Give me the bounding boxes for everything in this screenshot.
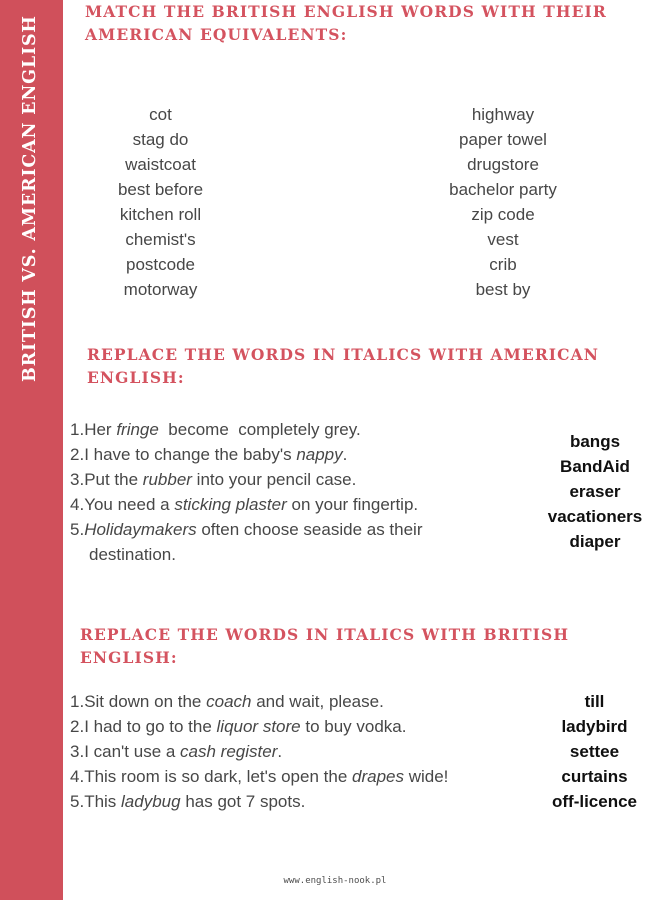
sentence-text: .: [277, 742, 283, 761]
answer-word: eraser: [569, 482, 621, 501]
british-words-list: [58, 102, 263, 302]
italic-word: ladybug: [121, 792, 181, 811]
sentence: [70, 739, 570, 764]
sentence-text: I had to go to the: [84, 717, 217, 736]
italic-word: liquor store: [216, 717, 301, 736]
italic-word: fringe: [116, 420, 159, 439]
heading-line: ENGLISH:: [87, 367, 185, 387]
replace-british-heading: [80, 624, 569, 669]
british-word: waistcoat: [125, 155, 196, 174]
sentence-text: Her: [84, 420, 117, 439]
sentence-text: You need a: [84, 495, 175, 514]
sentence-text: I have to change the baby's: [84, 445, 297, 464]
american-word: best by: [475, 280, 531, 299]
sentence: [70, 517, 550, 567]
heading-line: MATCH THE BRITISH ENGLISH WORDS WITH THEIR: [85, 2, 607, 21]
sentence-text: This room is so dark, let's open the: [84, 767, 352, 786]
sentence-number: 2.: [70, 717, 85, 736]
answer-word: settee: [569, 742, 620, 761]
british-word: best before: [117, 180, 204, 199]
british-word: motorway: [123, 280, 198, 299]
british-answers-list: [517, 689, 670, 814]
american-word: paper towel: [459, 130, 547, 149]
sentence-number: 3.: [70, 742, 85, 761]
sentence: [70, 764, 570, 789]
american-answers-list: [515, 429, 670, 554]
heading-line: ENGLISH:: [80, 647, 178, 667]
sentence: [70, 442, 550, 467]
sentence: [70, 417, 550, 442]
british-word: kitchen roll: [119, 205, 202, 224]
answer-word: diaper: [569, 532, 621, 551]
sentence-text: and wait, please.: [251, 692, 384, 711]
sentence-text: destination.: [89, 545, 176, 564]
sentence-text: often choose seaside as their: [196, 520, 423, 539]
answer-word: vacationers: [547, 507, 643, 526]
sentence-number: 5.: [70, 520, 85, 539]
match-section-heading: [85, 1, 607, 46]
american-word: zip code: [471, 205, 535, 224]
british-word: stag do: [132, 130, 189, 149]
answer-word: BandAid: [560, 457, 630, 476]
replace-american-heading: [87, 344, 599, 389]
sentence-number: 1.: [70, 420, 85, 439]
sentence-number: 1.: [70, 692, 85, 711]
sentence-text: wide!: [403, 767, 449, 786]
answer-word: bangs: [569, 432, 621, 451]
italic-word: nappy: [296, 445, 343, 464]
sentence: [70, 467, 550, 492]
sentence-text: on your fingertip.: [286, 495, 419, 514]
sentence-text: I can't use a: [84, 742, 181, 761]
british-word: chemist's: [125, 230, 196, 249]
answer-word: ladybird: [561, 717, 628, 736]
sidebar: [0, 0, 63, 900]
american-word: drugstore: [467, 155, 539, 174]
american-word: vest: [487, 230, 519, 249]
italic-word: cash register: [180, 742, 278, 761]
italic-word: coach: [206, 692, 252, 711]
heading-line: REPLACE THE WORDS IN ITALICS WITH BRITISH: [80, 625, 570, 644]
british-sentences-list: [70, 689, 570, 814]
american-sentences-list: [70, 417, 550, 567]
sentence-text: Sit down on the: [84, 692, 207, 711]
sentence-text: .: [342, 445, 348, 464]
sentence-number: 5.: [70, 792, 85, 811]
sentence-text: Put the: [84, 470, 143, 489]
british-word: cot: [149, 105, 172, 124]
sentence-text: This: [84, 792, 122, 811]
sentence: [70, 492, 550, 517]
sentence: [70, 689, 570, 714]
heading-line: REPLACE THE WORDS IN ITALICS WITH AMERICAN: [87, 345, 599, 364]
sidebar-title: BRITISH VS. AMERICAN ENGLISH: [20, 15, 40, 382]
sentence-number: 4.: [70, 767, 85, 786]
sentence-text: become completely grey.: [158, 420, 361, 439]
answer-word: curtains: [561, 767, 628, 786]
answer-word: off-licence: [551, 792, 638, 811]
italic-word: sticking plaster: [174, 495, 287, 514]
sentence-number: 3.: [70, 470, 85, 489]
american-word: highway: [471, 105, 535, 124]
american-words-list: [398, 102, 608, 302]
heading-line: AMERICAN EQUIVALENTS:: [85, 24, 348, 44]
american-word: bachelor party: [449, 180, 557, 199]
british-word: postcode: [126, 255, 195, 274]
footer-url: www.english-nook.pl: [283, 876, 387, 886]
italic-word: rubber: [142, 470, 192, 489]
sentence: [70, 714, 570, 739]
sentence: [70, 789, 570, 814]
sentence-number: 2.: [70, 445, 85, 464]
sentence-text: has got 7 spots.: [180, 792, 306, 811]
italic-word: drapes: [352, 767, 404, 786]
american-word: crib: [489, 255, 517, 274]
answer-word: till: [584, 692, 605, 711]
italic-word: Holidaymakers: [84, 520, 197, 539]
sentence-text: into your pencil case.: [191, 470, 357, 489]
sentence-text: to buy vodka.: [300, 717, 407, 736]
sentence-number: 4.: [70, 495, 85, 514]
